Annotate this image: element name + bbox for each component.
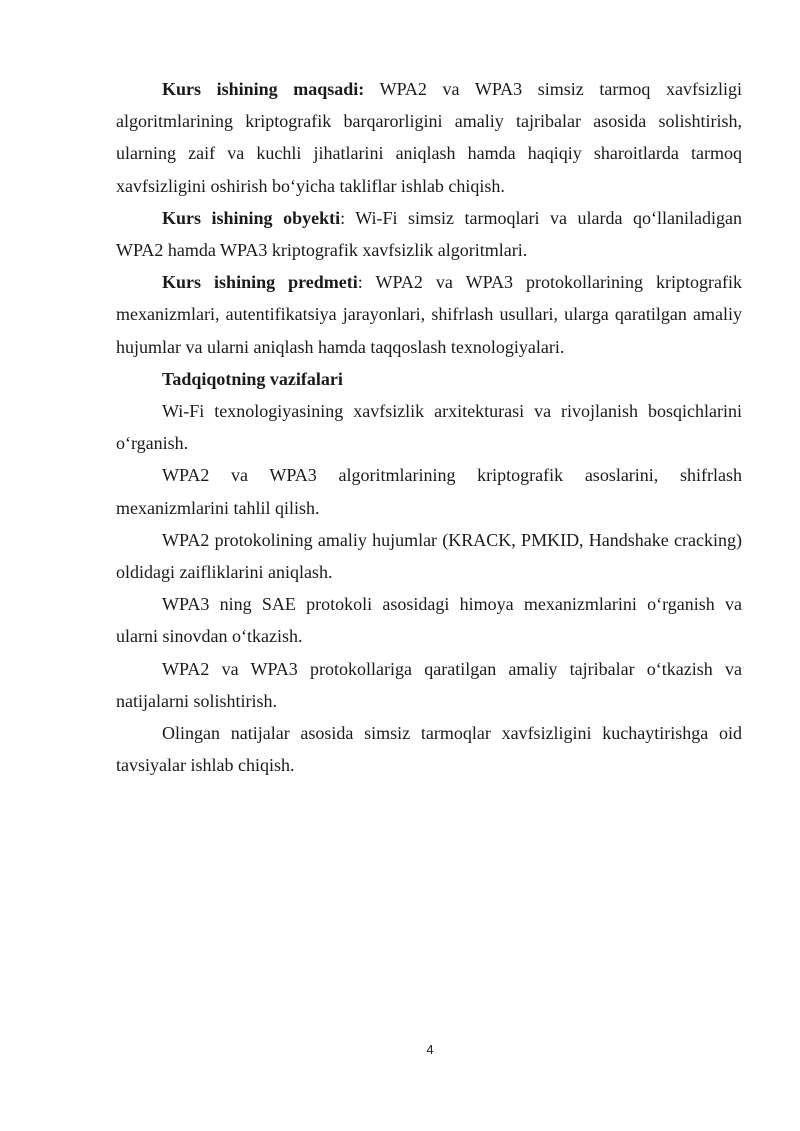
tasks-heading: Tadqiqotning vazifalari — [162, 368, 343, 389]
subject-text: : WPA2 va WPA3 protokollarining kriptografik mexanizmlari, autentifikatsiya jarayonlari, shifrlash usullari, ularga qaratilgan amaliy hujumlar va ularni aniqlash hamda taqqoslash texnologiyalari. — [116, 272, 742, 357]
goal-text: WPA2 va WPA3 simsiz tarmoq xavfsizligi algoritmlarining kriptografik barqarorligini amaliy tajribalar asosida solishtirish, ularning zaif va kuchli jihatlarini aniqlash hamda haqiqiy sharoitlarda tarmoq xavfsizligini oshirish bo‘yicha takliflar ishlab chiqish. — [116, 79, 742, 196]
object-label: Kurs ishining obyekti — [162, 207, 341, 228]
task-item: Olingan natijalar asosida simsiz tarmoqlar xavfsizligini kuchaytirishga oid tavsiyalar ishlab chiqish. — [116, 723, 742, 776]
task-item: WPA3 ning SAE protokoli asosidagi himoya mexanizmlarini o‘rganish va ularni sinovdan o‘tkazish. — [116, 594, 742, 647]
task-item: WPA2 va WPA3 protokollariga qaratilgan amaliy tajribalar o‘tkazish va natijalarni solishtirish. — [116, 658, 742, 711]
task-item: Wi-Fi texnologiyasining xavfsizlik arxitekturasi va rivojlanish bosqichlarini o‘rganish. — [116, 401, 742, 454]
task-item: WPA2 va WPA3 algoritmlarining kriptografik asoslarini, shifrlash mexanizmlarini tahlil qilish. — [116, 465, 742, 518]
object-paragraph — [116, 202, 742, 266]
task-item: WPA2 protokolining amaliy hujumlar (KRACK, PMKID, Handshake cracking) oldidagi zaifliklarini aniqlash. — [116, 529, 742, 583]
page-number: 4 — [426, 1042, 434, 1057]
object-text: : Wi-Fi simsiz tarmoqlari va ularda qo‘llaniladigan WPA2 hamda WPA3 kriptografik xavfsizlik algoritmlari. — [116, 207, 742, 261]
page-body — [116, 73, 742, 781]
goal-paragraph — [116, 73, 742, 202]
subject-paragraph — [116, 266, 742, 363]
subject-label: Kurs ishining predmeti — [162, 272, 358, 293]
goal-label: Kurs ishining maqsadi: — [162, 79, 365, 99]
